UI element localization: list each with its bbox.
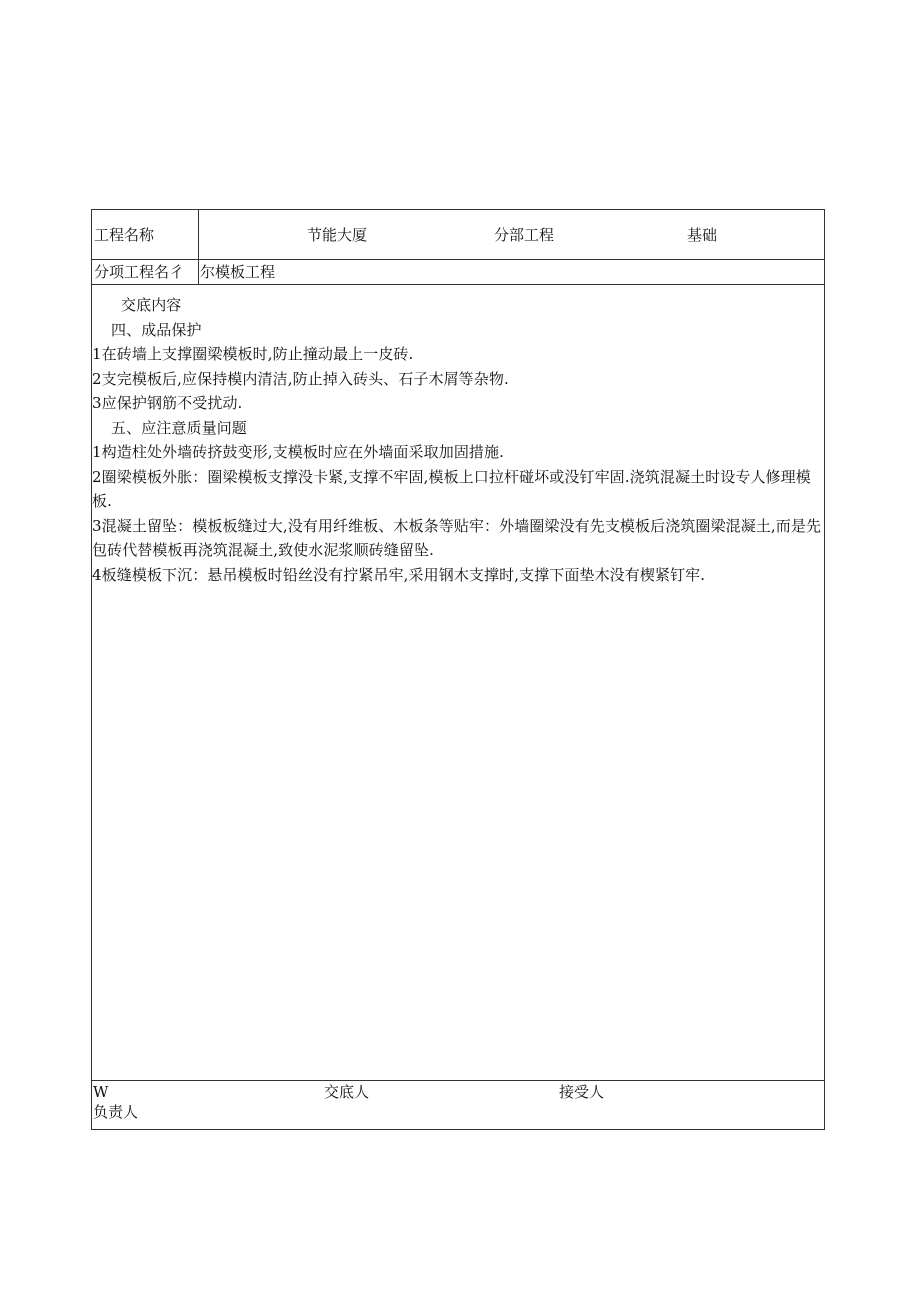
section-4-title: 四、成品保护 <box>111 320 202 339</box>
section-5-item: 1构造柱处外墙砖挤鼓变形,支模板时应在外墙面采取加固措施. <box>92 443 504 461</box>
handover-person-label: 交底人 <box>324 1083 370 1101</box>
section-5-title: 五、应注意质量问题 <box>111 418 247 437</box>
project-row <box>92 210 824 260</box>
receiver-label: 接受人 <box>559 1083 605 1101</box>
division-value: 基础 <box>687 226 718 244</box>
section-5-item: 4板缝模板下沉：悬吊模板时铅丝没有拧紧吊牢,采用钢木支撑时,支撑下面垫木没有楔紧钉牢. <box>92 565 706 584</box>
subitem-value: 尔模板工程 <box>200 263 276 281</box>
content-area <box>92 285 824 1081</box>
section-5-item: 3混凝土留坠：模板板缝过大,没有用纤维板、木板条等贴牢：外墙圈梁没有先支模板后浇筑圈梁混凝土,而是先包砖代替模板再浇筑混凝土,致使水泥浆顺砖缝留坠. <box>92 516 822 559</box>
subitem-label: 分项工程名彳 <box>94 263 185 281</box>
w-label: W <box>93 1083 109 1101</box>
handover-form <box>91 209 825 1130</box>
section-4-item: 1在砖墙上支撑圈梁模板时,防止撞动最上一皮砖. <box>92 345 414 363</box>
content-heading: 交底内容 <box>121 296 182 314</box>
project-name-label: 工程名称 <box>94 226 155 244</box>
responsible-person-label: 负责人 <box>93 1103 139 1121</box>
project-name-value: 节能大厦 <box>307 226 368 244</box>
section-5-item: 2圈梁模板外胀：圈梁模板支撑没卡紧,支撑不牢固,模板上口拉杆碰坏或没钉牢固.浇筑混凝土时设专人修理模板. <box>92 467 811 510</box>
division-label: 分部工程 <box>494 226 555 244</box>
section-4-item: 3应保护钢筋不受扰动. <box>92 394 243 412</box>
subitem-row <box>92 260 824 285</box>
section-4-item: 2支完模板后,应保持模内清洁,防止掉入砖头、石子木屑等杂物. <box>92 369 509 388</box>
column-divider <box>198 260 199 285</box>
signature-row <box>92 1081 824 1129</box>
column-divider <box>198 210 199 260</box>
